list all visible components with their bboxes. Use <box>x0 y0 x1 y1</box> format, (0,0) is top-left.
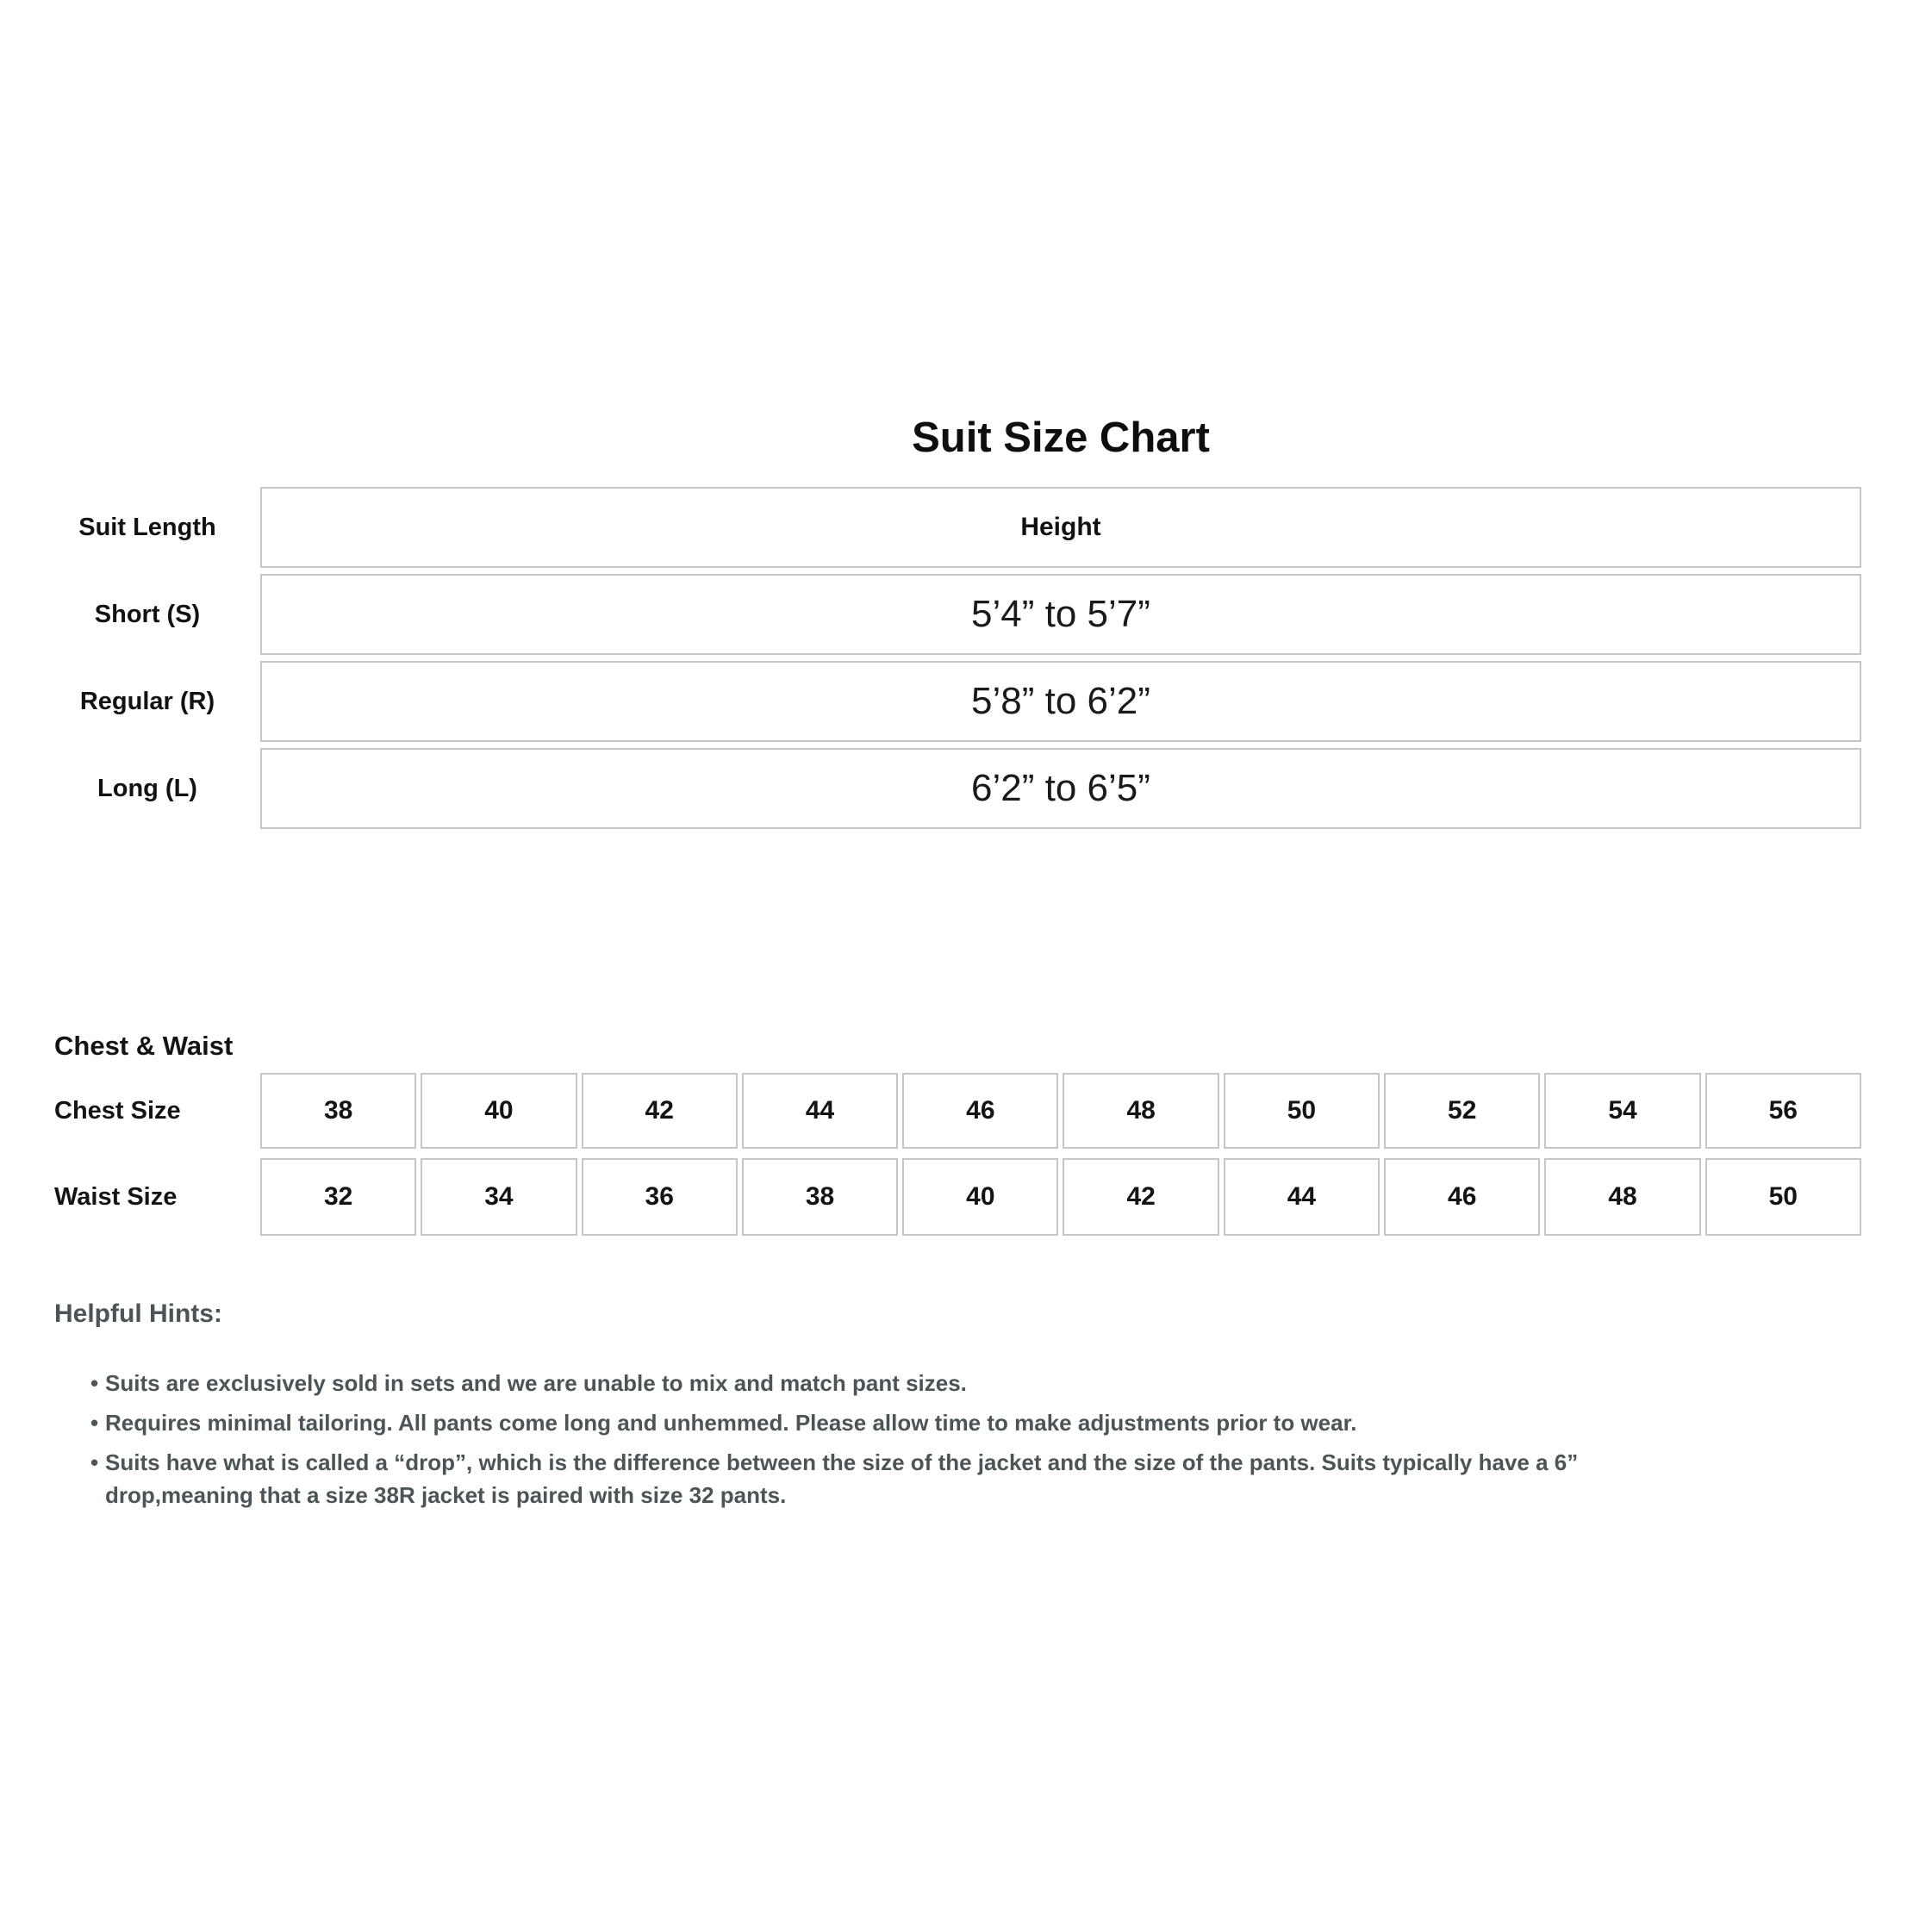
list-item <box>54 1367 1717 1399</box>
chest-waist-heading: Chest & Waist <box>54 1031 234 1061</box>
chest-size-cell: 48 <box>1063 1073 1218 1149</box>
list-item <box>54 1446 1717 1511</box>
waist-size-cell: 46 <box>1384 1158 1540 1236</box>
waist-size-cells <box>260 1158 1861 1236</box>
waist-size-cell: 40 <box>902 1158 1058 1236</box>
table-row-chest <box>0 1073 1861 1149</box>
list-item <box>54 1406 1717 1439</box>
waist-size-cell: 38 <box>742 1158 898 1236</box>
waist-size-cell: 42 <box>1063 1158 1218 1236</box>
bullet-icon: • <box>90 1370 99 1396</box>
helpful-hints-heading: Helpful Hints: <box>54 1299 222 1328</box>
chest-size-cell: 42 <box>582 1073 738 1149</box>
chest-size-cell: 50 <box>1224 1073 1380 1149</box>
row-label-long: Long (L) <box>97 774 197 802</box>
chest-size-cell: 52 <box>1384 1073 1540 1149</box>
row-label-regular: Regular (R) <box>79 687 215 715</box>
bullet-icon: • <box>90 1410 99 1436</box>
table-row <box>0 487 1932 568</box>
height-column-header: Height <box>260 487 1861 568</box>
height-value-short: 5’4” to 5’7” <box>260 574 1861 655</box>
waist-size-cell: 48 <box>1544 1158 1700 1236</box>
suit-length-table <box>0 487 1932 835</box>
chest-waist-table <box>0 1073 1861 1236</box>
chest-size-cell: 56 <box>1705 1073 1861 1149</box>
table-row <box>0 574 1932 655</box>
chest-size-cells <box>260 1073 1861 1149</box>
chest-size-cell: 38 <box>260 1073 416 1149</box>
waist-size-cell: 50 <box>1705 1158 1861 1236</box>
waist-size-label: Waist Size <box>54 1182 178 1211</box>
hint-text: Suits are exclusively sold in sets and we are unable to mix and match pant sizes. <box>105 1370 967 1396</box>
table-row <box>0 661 1932 742</box>
bullet-icon: • <box>90 1449 99 1475</box>
chest-size-cell: 40 <box>421 1073 576 1149</box>
chest-size-label: Chest Size <box>54 1096 181 1125</box>
waist-size-cell: 34 <box>421 1158 576 1236</box>
helpful-hints-list <box>54 1367 1743 1511</box>
helpful-hints-section <box>54 1299 1743 1518</box>
height-value-long: 6’2” to 6’5” <box>260 748 1861 829</box>
waist-size-cell: 44 <box>1224 1158 1380 1236</box>
hint-text: Suits have what is called a “drop”, which is the difference between the size of the jacket and the size of the pants. Suits typically have a 6” drop,meaning that a size 38R jacket is paired with size 32 pants. <box>105 1449 1579 1508</box>
chest-size-cell: 46 <box>902 1073 1058 1149</box>
chest-size-cell: 44 <box>742 1073 898 1149</box>
row-label-short: Short (S) <box>94 600 201 628</box>
table-row-waist <box>0 1158 1861 1236</box>
hint-text: Requires minimal tailoring. All pants come long and unhemmed. Please allow time to make adjustments prior to wear. <box>105 1410 1357 1436</box>
chest-size-cell: 54 <box>1544 1073 1700 1149</box>
waist-size-cell: 32 <box>260 1158 416 1236</box>
table-row <box>0 748 1932 829</box>
waist-size-cell: 36 <box>582 1158 738 1236</box>
suit-length-header-label: Suit Length <box>78 513 216 541</box>
height-value-regular: 5’8” to 6’2” <box>260 661 1861 742</box>
page-title: Suit Size Chart <box>912 414 1210 461</box>
